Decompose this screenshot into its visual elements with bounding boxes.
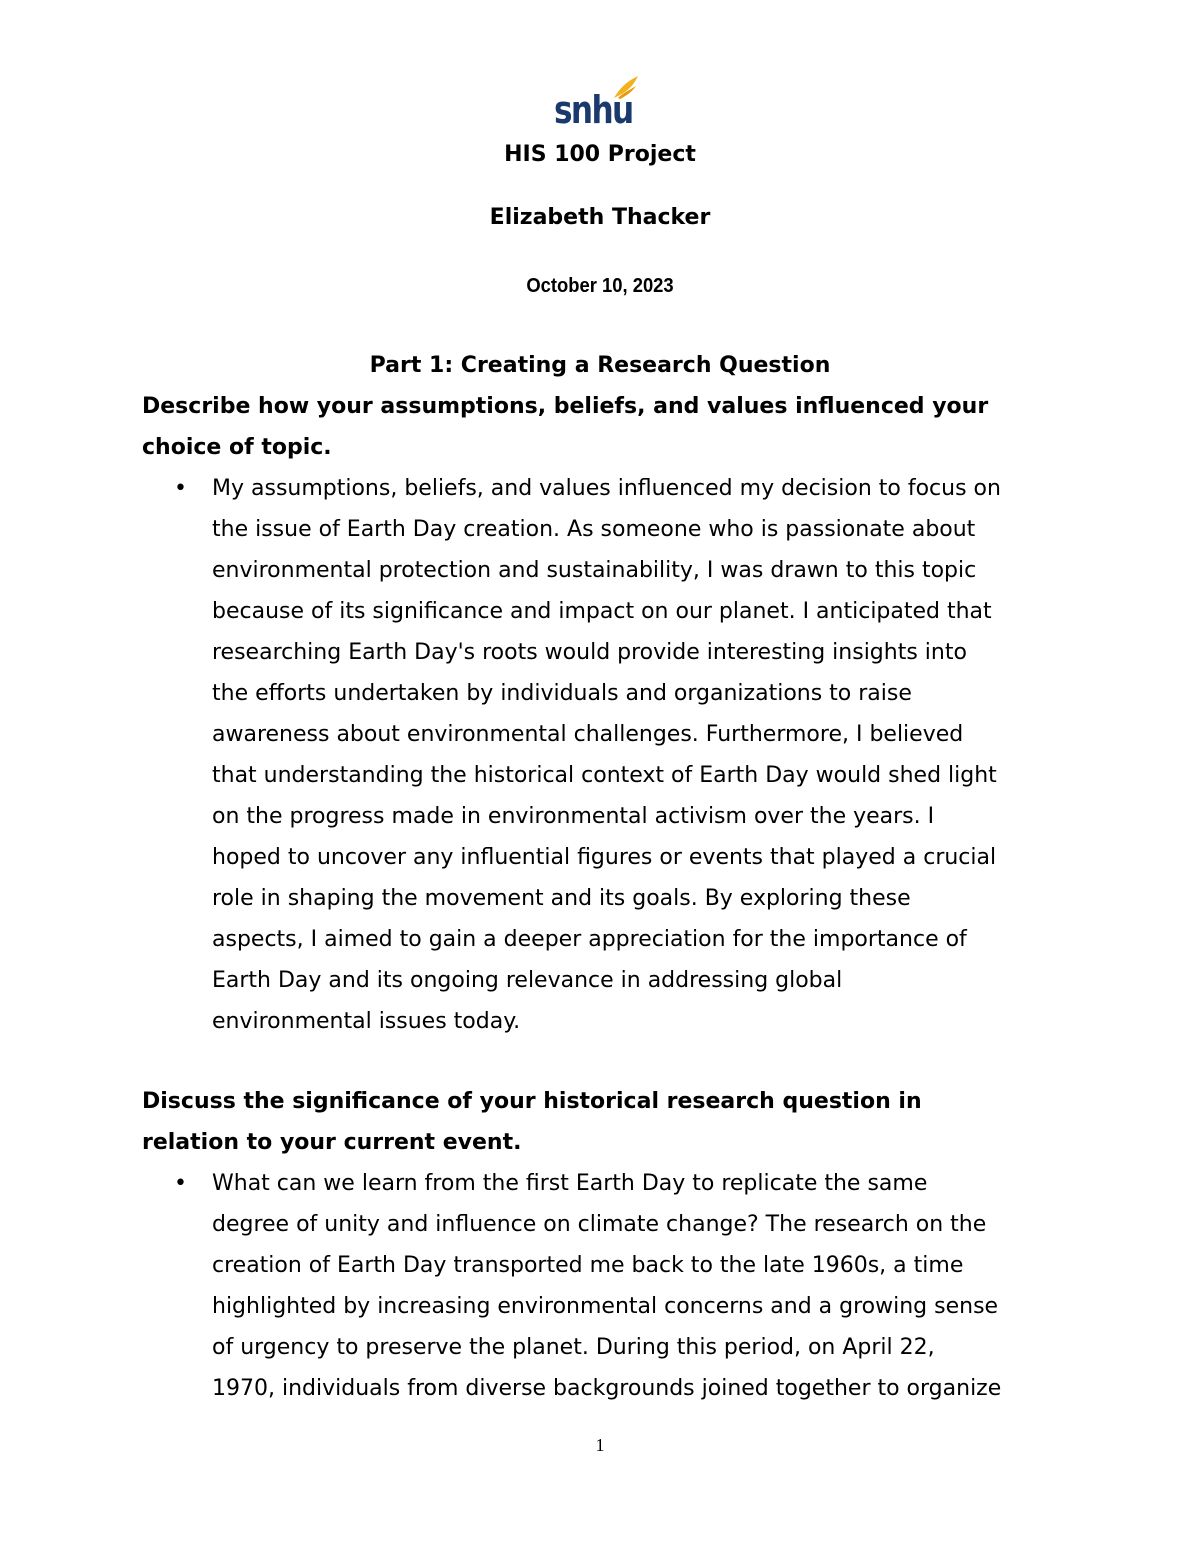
answer-bullet [142,1163,1072,1409]
answer-line: environmental protection and sustainability, I was drawn to this topic [212,558,977,583]
answer-line: on the progress made in environmental activism over the years. I [212,804,935,829]
snhu-logo [554,74,638,130]
page-number: 1 [595,1435,605,1455]
prompt-line: choice of topic. [142,435,332,460]
answer-line: role in shaping the movement and its goals. By exploring these [212,886,911,911]
answer-line: awareness about environmental challenges. Furthermore, I believed [212,722,964,747]
question-block-2 [142,1081,1072,1409]
document-date: October 10, 2023 [526,275,674,297]
logo-wordmark: snhu [554,88,633,132]
answer-line: highlighted by increasing environmental concerns and a growing sense [212,1294,999,1319]
bullet-icon: • [174,476,187,501]
answer-line: of urgency to preserve the planet. During this period, on April 22, [212,1335,935,1360]
answer-line: Earth Day and its ongoing relevance in addressing global [212,968,843,993]
answer-line: the issue of Earth Day creation. As someone who is passionate about [212,517,976,542]
answer-line: because of its significance and impact on our planet. I anticipated that [212,599,992,624]
answer-line: environmental issues today. [212,1009,521,1034]
prompt-line: Discuss the significance of your historical research question in [142,1089,922,1114]
document-title: HIS 100 Project [504,142,696,167]
section-heading: Part 1: Creating a Research Question [369,353,831,378]
answer-line: 1970, individuals from diverse backgrounds joined together to organize [212,1376,1002,1401]
author-name: Elizabeth Thacker [489,205,711,230]
answer-line: What can we learn from the first Earth Day to replicate the same [212,1171,928,1196]
question-prompt [142,386,1072,468]
question-block-1 [142,386,1072,1042]
answer-bullet [142,468,1072,1042]
answer-line: that understanding the historical context of Earth Day would shed light [212,763,997,788]
answer-line: creation of Earth Day transported me back to the late 1960s, a time [212,1253,964,1278]
bullet-icon: • [174,1171,187,1196]
prompt-line: Describe how your assumptions, beliefs, and values influenced your [142,394,989,419]
answer-line: researching Earth Day's roots would provide interesting insights into [212,640,967,665]
answer-line: degree of unity and influence on climate change? The research on the [212,1212,987,1237]
answer-line: My assumptions, beliefs, and values influenced my decision to focus on [212,476,1001,501]
question-prompt [142,1081,1072,1163]
answer-line: the efforts undertaken by individuals and organizations to raise [212,681,912,706]
answer-line: hoped to uncover any influential figures or events that played a crucial [212,845,997,870]
prompt-line: relation to your current event. [142,1130,522,1155]
answer-line: aspects, I aimed to gain a deeper appreciation for the importance of [212,927,967,952]
